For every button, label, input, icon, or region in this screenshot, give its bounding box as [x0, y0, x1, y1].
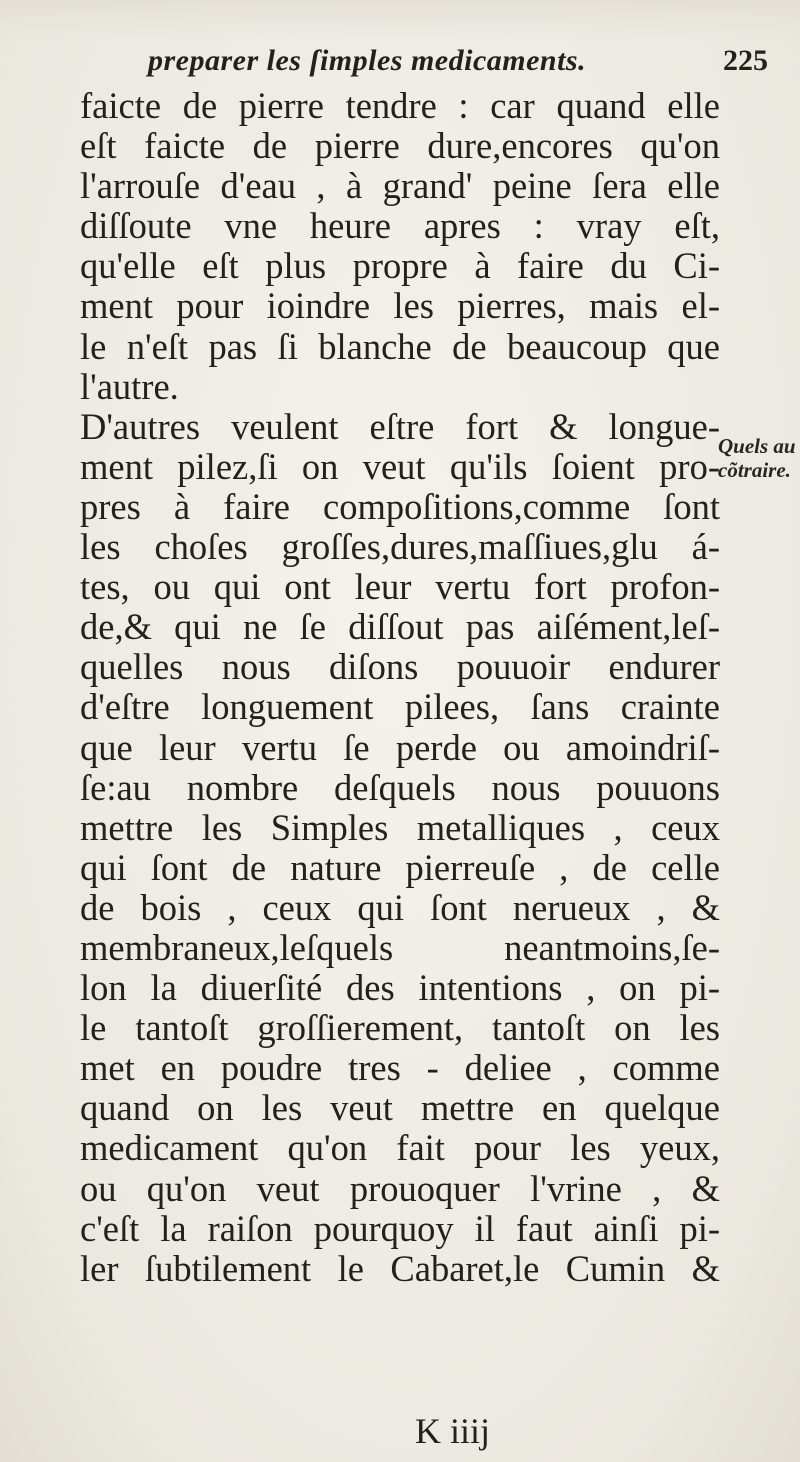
text-line: membraneux,leſquels neantmoins,ſe-	[80, 926, 720, 968]
text-line: les choſes groſſes,dures,maſſiues,glu á-	[80, 526, 720, 568]
text-line: d'eſtre longuement pilees, ſans crainte	[80, 686, 720, 728]
text-line: qu'elle eſt plus propre à faire du Ci-	[80, 245, 720, 287]
text-line: de,& qui ne ſe diſſout pas aiſément,leſ-	[80, 606, 720, 648]
text-line: ment pour ioindre les pierres, mais el-	[80, 285, 720, 327]
text-line: mettre les Simples metalliques , ceux	[80, 806, 720, 848]
page-header	[148, 44, 768, 88]
page-edge-shadow	[0, 0, 800, 40]
margin-note-line: cõtraire.	[718, 458, 791, 482]
text-line: quand on les veut mettre en quelque	[80, 1087, 720, 1129]
text-line: le n'eſt pas ſi blanche de beaucoup que	[80, 325, 720, 367]
page-number: 225	[723, 44, 768, 77]
text-line	[80, 1289, 720, 1329]
margin-note-line: Quels au	[718, 434, 796, 458]
text-line: pres à faire compoſitions,comme ſont	[80, 485, 720, 527]
text-line: eſt faicte de pierre dure,encores qu'on	[80, 125, 720, 167]
text-line: l'autre.	[80, 365, 179, 407]
text-line: lon la diuerſité des intentions , on pi-	[80, 967, 720, 1009]
text-line: faicte de pierre tendre : car quand elle	[80, 85, 720, 126]
body-text	[80, 86, 720, 1369]
text-line: medicament qu'on fait pour les yeux,	[80, 1127, 720, 1169]
text-line: c'eſt la raiſon pourquoy il faut ainſi pi-	[80, 1207, 720, 1249]
text-line	[80, 1329, 720, 1369]
text-line: ler ſubtilement le Cabaret,le Cumin &	[80, 1247, 720, 1289]
text-line: de bois , ceux qui ſont nerueux , &	[80, 886, 720, 928]
text-line: le tantoſt groſſierement, tantoſt on les	[80, 1007, 720, 1049]
running-title: preparer les ſimples medicaments.	[148, 44, 587, 77]
text-line: ment pilez,ſi on veut qu'ils ſoient pro-	[80, 445, 720, 487]
text-line: tes, ou qui ont leur vertu fort profon-	[80, 566, 720, 608]
text-line: ou qu'on veut prouoquer l'vrine , &	[80, 1167, 720, 1209]
text-line: ſe:au nombre deſquels nous pouuons	[80, 766, 720, 808]
text-line: que leur vertu ſe perde ou amoindriſ-	[80, 726, 720, 768]
margin-note	[718, 434, 800, 482]
text-line: qui ſont de nature pierreuſe , de celle	[80, 846, 720, 888]
text-line: diſſoute vne heure apres : vray eſt,	[80, 205, 720, 247]
signature-mark: K iiij	[415, 1411, 491, 1451]
text-line: quelles nous diſons pouuoir endurer	[80, 646, 720, 688]
text-line: D'autres veulent eſtre fort & longue-	[80, 405, 720, 447]
text-line: l'arrouſe d'eau , à grand' peine ſera elle	[80, 165, 720, 207]
text-line: met en poudre tres - deliee , comme	[80, 1047, 720, 1089]
